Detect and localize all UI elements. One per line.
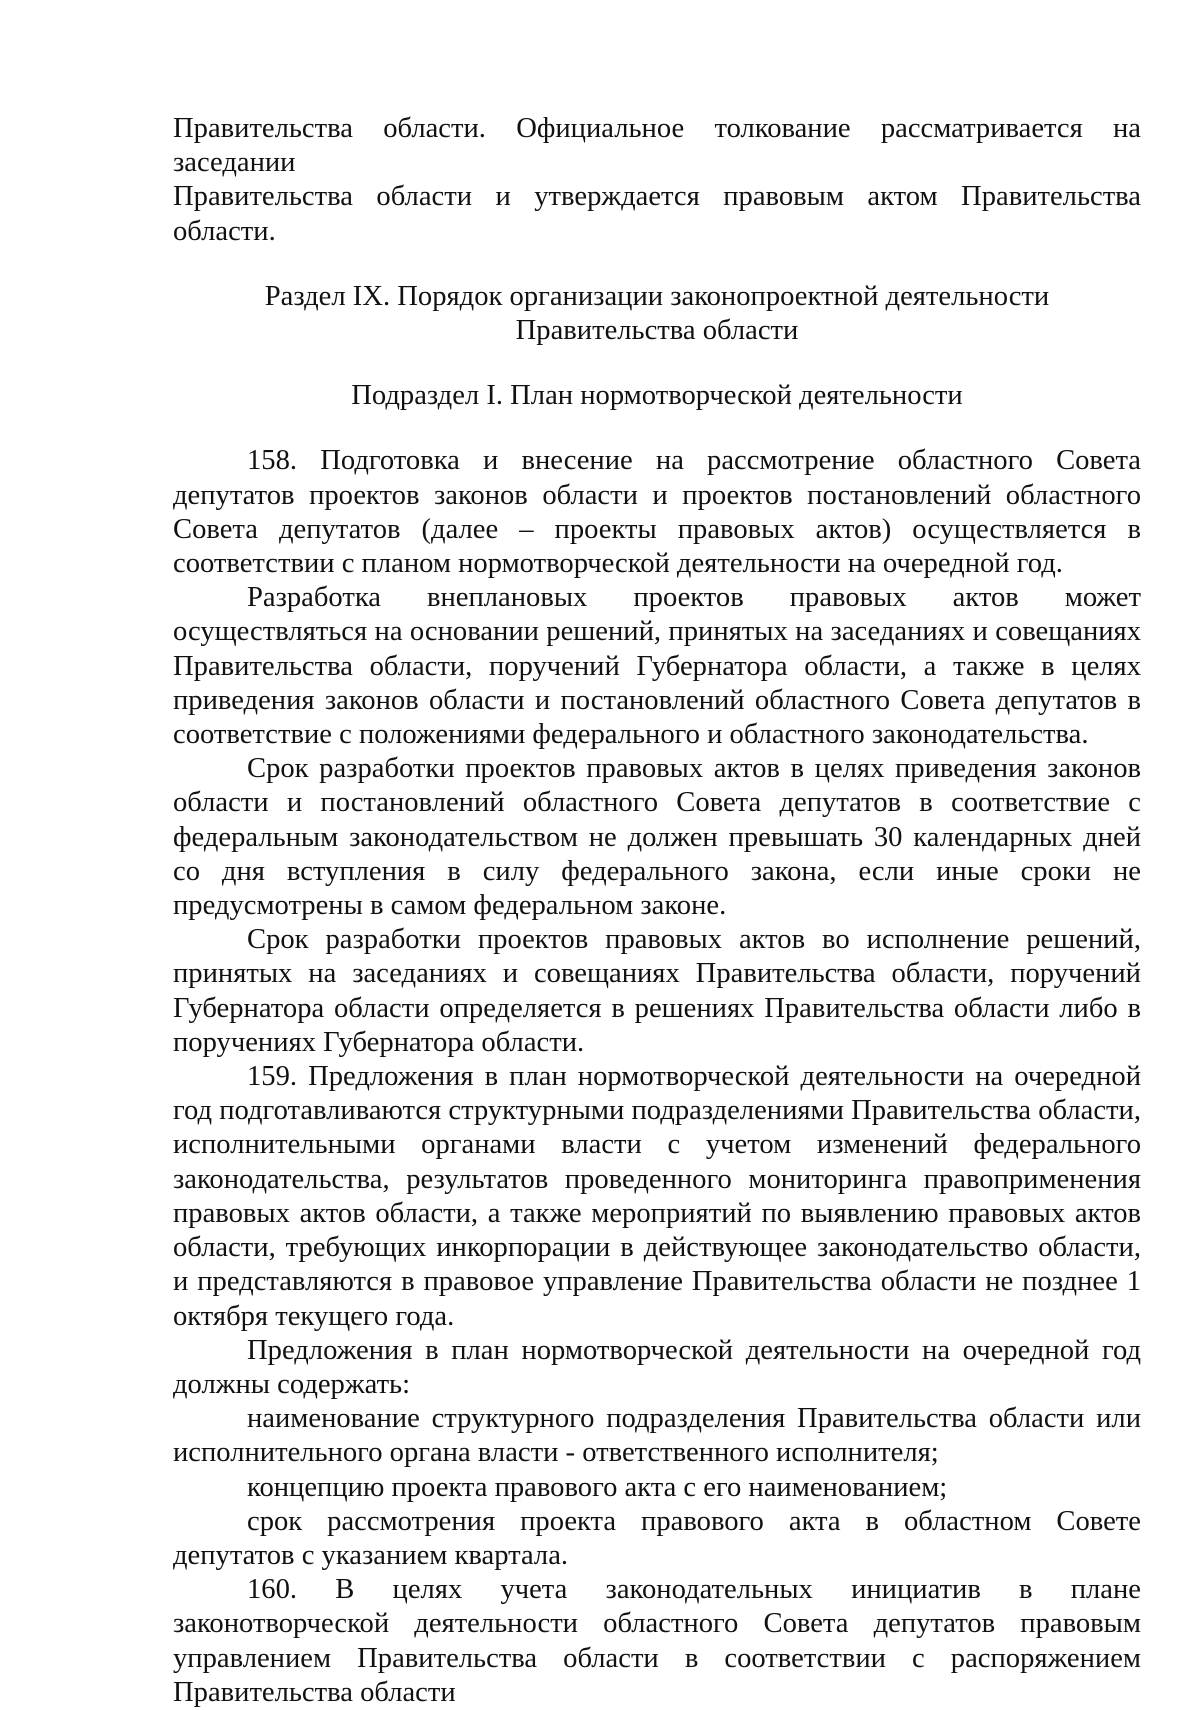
list-item-responsible-executor: наименование структурного подразделения Правительства области или исполнительного органа власти - ответственного исполнителя; [173, 1403, 1141, 1469]
paragraph-159: 159. Предложения в план нормотворческой деятельности на очередной год подготавливаются структурными подразделениями Правительства области, исполнительными органами власти с учетом изменений федерального законодательства, результатов проведенного мониторинга правоприменения правовых актов области, а также мероприятий по выявлению правовых актов области, требующих инкорпорации в действующее законодательство области, и представляются в правовое управление Правительства области не позднее 1 октября текущего года. [173, 1061, 1141, 1332]
section-heading-line-2: Правительства области [515, 315, 799, 347]
intro-line-2: Правительства области и утверждается правовым актом Правительства области. [173, 181, 1141, 247]
paragraph-160: 160. В целях учета законодательных инициатив в плане законотворческой деятельности областного Совета депутатов правовым управлением Правительства области в соответствии с распоряжением Правительства области [173, 1574, 1141, 1708]
list-item-review-term: срок рассмотрения проекта правового акта в областном Совете депутатов с указанием квартала. [173, 1505, 1141, 1571]
intro-line-1: Правительства области. Официальное толкование рассматривается на заседании [173, 113, 1141, 179]
paragraph-deadline-decisions: Срок разработки проектов правовых актов во исполнение решений, принятых на заседаниях и совещаниях Правительства области, поручений Губернатора области определяется в решениях Правительства области либо в поручениях Губернатора области. [173, 924, 1141, 1058]
section-heading [173, 280, 1141, 348]
paragraph-158: 158. Подготовка и внесение на рассмотрение областного Совета депутатов проектов законов области и проектов постановлений областного Совета депутатов (далее – проекты правовых актов) осуществляется в соответствии с планом нормотворческой деятельности на очередной год. [173, 445, 1141, 580]
document-page [173, 112, 1141, 1710]
subsection-heading: Подраздел I. План нормотворческой деятельности [351, 380, 963, 412]
list-item-concept: концепцию проекта правового акта с его наименованием; [247, 1471, 948, 1503]
paragraph-proposals-content: Предложения в план нормотворческой деятельности на очередной год должны содержать: [173, 1334, 1141, 1400]
paragraph-unplanned-drafts: Разработка внеплановых проектов правовых актов может осуществляться на основании решений, принятых на заседаниях и совещаниях Правительства области, поручений Губернатора области, а также в целях приведения законов области и постановлений областного Совета депутатов в соответствие с положениями федерального и областного законодательства. [173, 582, 1141, 751]
paragraph-deadline-federal: Срок разработки проектов правовых актов в целях приведения законов области и постановлений областного Совета депутатов в соответствие с федеральным законодательством не должен превышать 30 календарных дней со дня вступления в силу федерального закона, если иные сроки не предусмотрены в самом федеральном законе. [173, 753, 1141, 922]
section-heading-line-1: Раздел IX. Порядок организации законопроектной деятельности [264, 280, 1050, 312]
